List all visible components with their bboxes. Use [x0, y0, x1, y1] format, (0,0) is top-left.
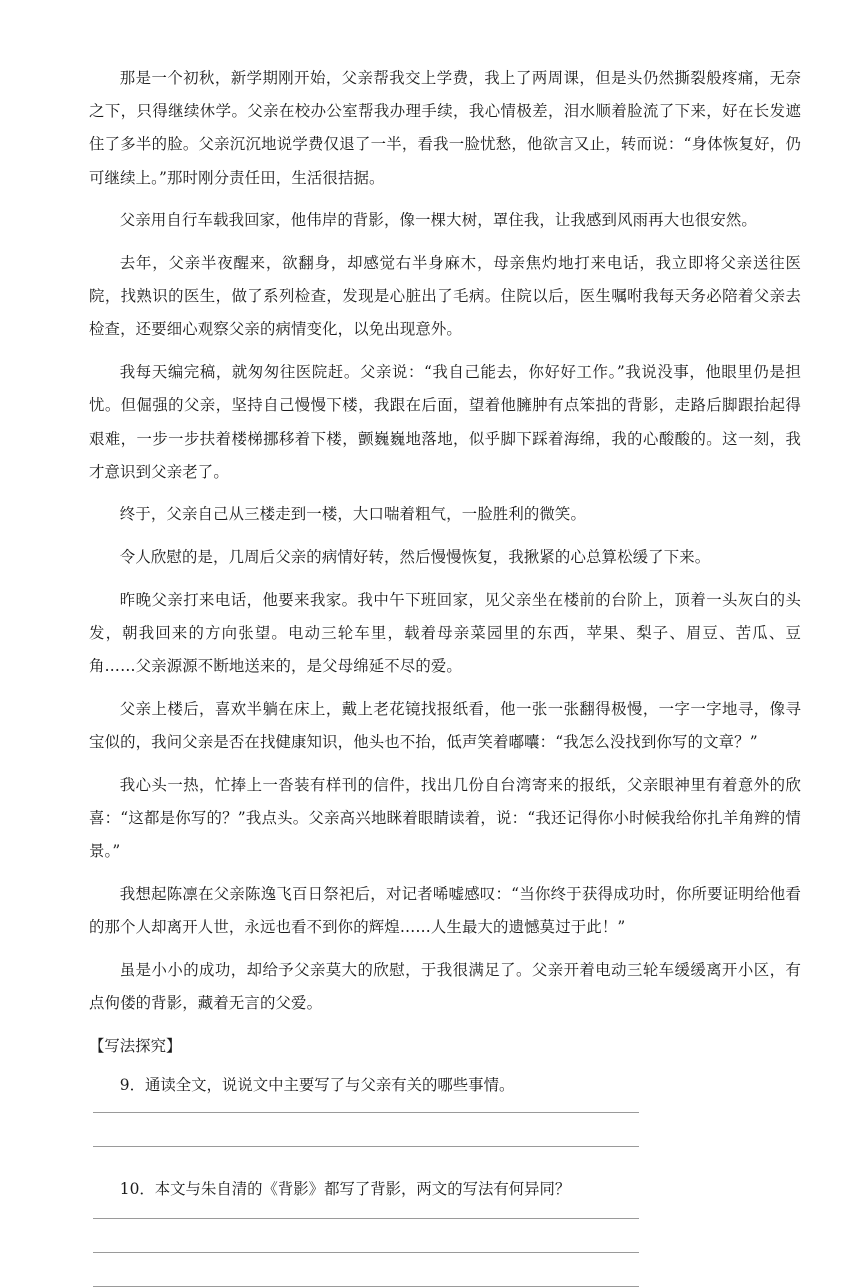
- article-paragraph: 父亲用自行车载我回家，他伟岸的背影，像一棵大树，罩住我，让我感到风雨再大也很安然。: [119, 211, 757, 230]
- answer-line[interactable]: [93, 1218, 639, 1219]
- article-paragraph: 令人欣慰的是，几周后父亲的病情好转，然后慢慢恢复，我揪紧的心总算松缓了下来。: [119, 548, 711, 567]
- page-content: [89, 62, 801, 1287]
- section-title: 【写法探究】: [89, 1036, 182, 1055]
- article-paragraph: 我心头一热，忙捧上一沓装有样刊的信件，找出几份自台湾寄来的报纸，父亲眼神里有着意外的欣喜：“这都是你写的？”我点头。父亲高兴地眯着眼睛读着，说：“我还记得你小时候我给你扎羊角辫的情景。”: [89, 775, 801, 861]
- article-paragraph: 终于，父亲自己从三楼走到一楼，大口喘着粗气，一脸胜利的微笑。: [119, 505, 587, 524]
- question-text: 10．本文与朱自清的《背影》都写了背影，两文的写法有何异同？: [119, 1179, 571, 1198]
- answer-area[interactable]: [89, 1206, 801, 1287]
- article-paragraph: 那是一个初秋，新学期刚开始，父亲帮我交上学费，我上了两周课，但是头仍然撕裂般疼痛，无奈之下，只得继续休学。父亲在校办公室帮我办理手续，我心情极差，泪水顺着脸流了下来，好在长发遮住了多半的脸。父亲沉沉地说学费仅退了一半，看我一脸忧愁，他欲言又止，转而说：“身体恢复好，仍可继续上。”那时刚分责任田，生活很拮据。: [89, 69, 801, 187]
- question-text: 9．通读全文，说说文中主要写了与父亲有关的哪些事情。: [119, 1075, 515, 1094]
- answer-line[interactable]: [93, 1252, 639, 1253]
- question-block: [89, 1173, 801, 1287]
- question-block: [89, 1069, 801, 1147]
- answer-area[interactable]: [89, 1102, 801, 1147]
- answer-line[interactable]: [93, 1146, 639, 1147]
- article-paragraph: 去年，父亲半夜醒来，欲翻身，却感觉右半身麻木，母亲焦灼地打来电话，我立即将父亲送往医院，找熟识的医生，做了系列检查，发现是心脏出了毛病。住院以后，医生嘱咐我每天务必陪着父亲去检查，还要细心观察父亲的病情变化，以免出现意外。: [89, 254, 801, 339]
- article-paragraph: 我想起陈凛在父亲陈逸飞百日祭祀后，对记者唏嘘感叹：“当你终于获得成功时，你所要证明给他看的那个人却离开人世，永远也看不到你的辉煌……人生最大的遗憾莫过于此！”: [89, 884, 801, 937]
- article-paragraph: 父亲上楼后，喜欢半躺在床上，戴上老花镜找报纸看，他一张一张翻得极慢，一字一字地寻，像寻宝似的，我问父亲是否在找健康知识，他头也不抬，低声笑着嘟囔：“我怎么没找到你写的文章？”: [89, 699, 801, 752]
- article-paragraph: 我每天编完稿，就匆匆往医院赶。父亲说：“我自己能去，你好好工作。”我说没事，他眼里仍是担忧。但倔强的父亲，坚持自己慢慢下楼，我跟在后面，望着他臃肿有点笨拙的背影，走路后脚跟抬起得艰难，一步一步扶着楼梯挪移着下楼，颤巍巍地落地，似乎脚下踩着海绵，我的心酸酸的。这一刻，我才意识到父亲老了。: [89, 363, 801, 481]
- answer-line[interactable]: [93, 1112, 639, 1113]
- article-paragraph: 昨晚父亲打来电话，他要来我家。我中午下班回家，见父亲坐在楼前的台阶上，顶着一头灰白的头发，朝我回来的方向张望。电动三轮车里，载着母亲菜园里的东西，苹果、梨子、眉豆、苦瓜、豆角……父亲源源不断地送来的，是父母绵延不尽的爱。: [89, 590, 801, 676]
- article-paragraph: 虽是小小的成功，却给予父亲莫大的欣慰，于我很满足了。父亲开着电动三轮车缓缓离开小区，有点佝偻的背影，藏着无言的父爱。: [89, 960, 801, 1013]
- article-body: [89, 62, 801, 1020]
